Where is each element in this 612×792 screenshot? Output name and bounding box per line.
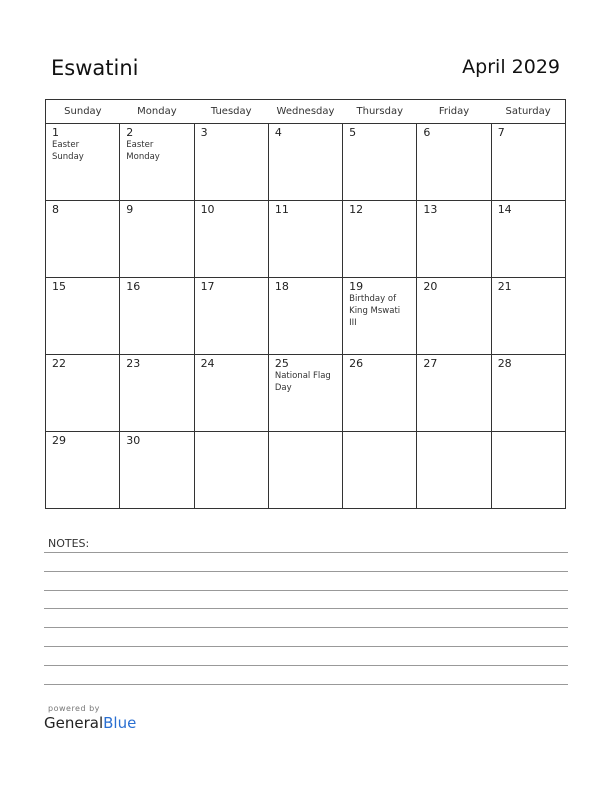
- day-cell: [343, 278, 417, 355]
- day-number: 16: [126, 280, 141, 293]
- day-cell: [491, 124, 565, 201]
- notes-label: NOTES:: [48, 537, 90, 550]
- day-number: 25: [274, 357, 289, 370]
- day-number: 20: [423, 280, 438, 293]
- day-cell: [491, 201, 565, 278]
- day-cell: [417, 278, 491, 355]
- holiday-label: Easter Sunday: [52, 140, 84, 162]
- day-number: 10: [200, 203, 215, 216]
- day-cell: [417, 124, 491, 201]
- holiday-label: Birthday of King Mswati III: [349, 294, 401, 328]
- day-number: 7: [497, 126, 505, 139]
- day-cell: [120, 432, 194, 509]
- week-row: [46, 124, 566, 201]
- day-cell: [268, 124, 342, 201]
- day-cell: [417, 355, 491, 432]
- day-cell: [46, 355, 120, 432]
- holiday-label: National Flag Day: [274, 371, 331, 393]
- week-row: [46, 355, 566, 432]
- day-cell: [46, 124, 120, 201]
- day-cell: [417, 201, 491, 278]
- day-number: 29: [52, 434, 66, 447]
- day-number: 3: [200, 126, 208, 139]
- day-number: 8: [52, 203, 59, 216]
- note-line: [44, 608, 568, 609]
- note-line: [44, 665, 568, 666]
- day-number: 28: [497, 357, 512, 370]
- day-cell: [491, 432, 565, 509]
- day-cell: [194, 355, 268, 432]
- note-line: [44, 590, 568, 591]
- day-number: 9: [126, 203, 134, 216]
- day-cell: [194, 432, 268, 509]
- day-number: 2: [126, 126, 134, 139]
- weekday-header: Saturday: [491, 100, 565, 124]
- day-cell: [46, 432, 120, 509]
- note-line: [44, 684, 568, 685]
- weekday-header: Tuesday: [194, 100, 268, 124]
- day-cell: [343, 124, 417, 201]
- note-line: [44, 627, 568, 628]
- day-cell: [120, 278, 194, 355]
- day-cell: [417, 432, 491, 509]
- day-cell: [194, 278, 268, 355]
- day-number: 12: [349, 203, 364, 216]
- weekday-header: Monday: [120, 100, 194, 124]
- brand-logo: [44, 704, 136, 732]
- calendar-grid: [45, 99, 566, 509]
- day-cell: [194, 124, 268, 201]
- day-number: 21: [497, 280, 512, 293]
- day-number: 17: [200, 280, 215, 293]
- brand-general: General: [44, 714, 104, 732]
- day-number: 13: [423, 203, 438, 216]
- day-number: 5: [349, 126, 357, 139]
- brand-name: [44, 714, 136, 732]
- brand-blue: Blue: [103, 714, 137, 732]
- day-number: 24: [200, 357, 215, 370]
- weekday-header-row: [46, 100, 566, 124]
- country-title: Eswatini: [51, 56, 139, 80]
- weekday-header: Sunday: [46, 100, 120, 124]
- week-row: [46, 278, 566, 355]
- day-cell: [268, 355, 342, 432]
- day-cell: [343, 432, 417, 509]
- holiday-label: Easter Monday: [126, 140, 160, 162]
- day-number: 11: [274, 203, 289, 216]
- day-cell: [46, 278, 120, 355]
- day-number: 18: [274, 280, 289, 293]
- day-cell: [120, 124, 194, 201]
- note-line: [44, 571, 568, 572]
- weekday-header: Friday: [417, 100, 491, 124]
- weekday-header: Wednesday: [268, 100, 342, 124]
- day-cell: [491, 278, 565, 355]
- day-cell: [268, 432, 342, 509]
- day-number: 23: [126, 357, 141, 370]
- day-number: 15: [52, 280, 66, 293]
- day-cell: [120, 201, 194, 278]
- day-number: 4: [274, 126, 282, 139]
- day-cell: [343, 355, 417, 432]
- day-number: 14: [497, 203, 512, 216]
- day-number: 1: [52, 126, 59, 139]
- week-row: [46, 432, 566, 509]
- day-number: 22: [52, 357, 66, 370]
- day-number: 6: [423, 126, 431, 139]
- weekday-header: Thursday: [343, 100, 417, 124]
- day-cell: [343, 201, 417, 278]
- day-cell: [268, 278, 342, 355]
- month-year-title: April 2029: [462, 56, 560, 78]
- day-cell: [194, 201, 268, 278]
- note-line: [44, 646, 568, 647]
- day-cell: [491, 355, 565, 432]
- day-number: 26: [349, 357, 364, 370]
- day-number: 19: [349, 280, 364, 293]
- week-row: [46, 201, 566, 278]
- day-cell: [46, 201, 120, 278]
- day-cell: [268, 201, 342, 278]
- day-cell: [120, 355, 194, 432]
- day-number: 27: [423, 357, 438, 370]
- note-line: [44, 552, 568, 553]
- day-number: 30: [126, 434, 141, 447]
- powered-by-text: powered by: [48, 704, 100, 713]
